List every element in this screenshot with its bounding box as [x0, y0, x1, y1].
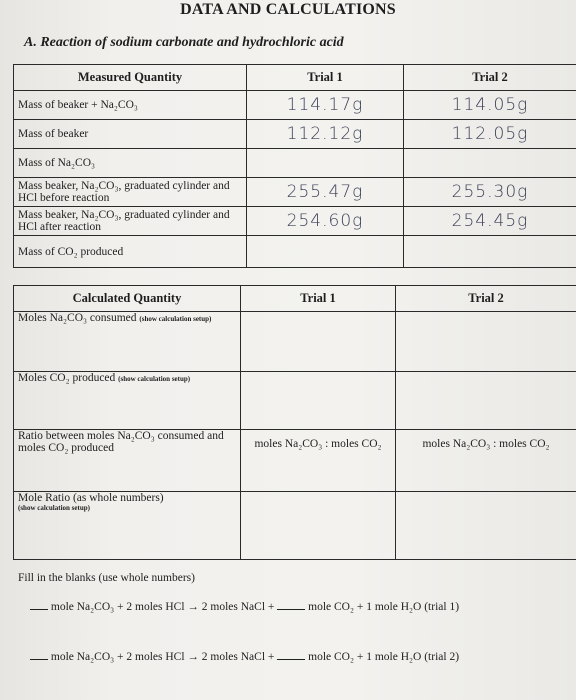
- table-header-row: [14, 286, 576, 312]
- trial2-ratio: moles Na₂CO₃ : moles CO₂: [396, 430, 576, 492]
- blank-co2-trial-1[interactable]: [277, 608, 305, 610]
- trial2-value: [404, 149, 576, 178]
- row-label-cell: [14, 312, 241, 372]
- row-label-cell: [14, 492, 241, 560]
- blank-na2co3-trial-1[interactable]: [30, 608, 48, 610]
- equation-trial-1: [30, 601, 459, 613]
- header-trial-2: Trial 2: [404, 65, 576, 91]
- row-label: Moles CO₂ produced: [18, 372, 116, 384]
- trial1-cell[interactable]: [241, 312, 396, 372]
- eq1-right: mole CO₂ + 1 mole H₂O (trial 1): [308, 601, 460, 613]
- row-label: Mass of beaker: [14, 120, 247, 149]
- header-calculated-quantity: Calculated Quantity: [14, 286, 241, 312]
- table-row: [14, 372, 576, 430]
- measured-quantity-table: [13, 64, 576, 268]
- trial1-cell[interactable]: [241, 492, 396, 560]
- table-row: [14, 207, 576, 236]
- trial1-value: [247, 236, 404, 268]
- table-row: [14, 149, 576, 178]
- trial2-cell[interactable]: [396, 492, 576, 560]
- row-label-cell: [14, 372, 241, 430]
- trial1-value: 254.60g: [247, 207, 404, 236]
- table-row: [14, 178, 576, 207]
- row-label-cell: [14, 430, 241, 492]
- eq1-left: mole Na₂CO₃ + 2 moles HCl → 2 moles NaCl +: [50, 601, 275, 613]
- trial2-cell[interactable]: [396, 312, 576, 372]
- header-trial-1: Trial 1: [247, 65, 404, 91]
- table-row: [14, 236, 576, 268]
- row-note: (show calculation setup): [118, 375, 191, 383]
- trial2-value: 112.05g: [404, 120, 576, 149]
- row-label: Mass of CO₂ produced: [14, 236, 247, 268]
- row-label: Mole Ratio (as whole numbers): [18, 492, 164, 504]
- trial1-value: 255.47g: [247, 178, 404, 207]
- page-title: DATA AND CALCULATIONS: [180, 1, 396, 18]
- trial1-value: 112.12g: [247, 120, 404, 149]
- trial2-value: 255.30g: [404, 178, 576, 207]
- blank-co2-trial-2[interactable]: [277, 658, 305, 660]
- header-trial-2: Trial 2: [396, 286, 576, 312]
- equation-trial-2: [30, 651, 459, 663]
- eq2-right: mole CO₂ + 1 mole H₂O (trial 2): [308, 651, 460, 663]
- row-label: Moles Na₂CO₃ consumed: [18, 312, 137, 324]
- header-measured-quantity: Measured Quantity: [14, 65, 247, 91]
- calculated-quantity-table: [13, 285, 576, 560]
- table-row: [14, 120, 576, 149]
- section-heading: A. Reaction of sodium carbonate and hydrochloric acid: [24, 35, 344, 50]
- trial2-value: 254.45g: [404, 207, 576, 236]
- row-note: (show calculation setup): [18, 504, 90, 512]
- trial2-value: [404, 236, 576, 268]
- row-label: Mass beaker, Na₂CO₃, graduated cylinder and HCl after reaction: [14, 207, 247, 236]
- row-label: Mass of Na₂CO₃: [14, 149, 247, 178]
- trial1-ratio: moles Na₂CO₃ : moles CO₂: [241, 430, 396, 492]
- row-label: Mass of beaker + Na₂CO₃: [14, 91, 247, 120]
- table-row: [14, 430, 576, 492]
- header-trial-1: Trial 1: [241, 286, 396, 312]
- table-row: [14, 492, 576, 560]
- trial1-cell[interactable]: [241, 372, 396, 430]
- fill-instruction: Fill in the blanks (use whole numbers): [18, 572, 195, 584]
- trial2-cell[interactable]: [396, 372, 576, 430]
- row-label: Ratio between moles Na₂CO₃ consumed and moles CO₂ produced: [18, 430, 224, 454]
- row-label: Mass beaker, Na₂CO₃, graduated cylinder and HCl before reaction: [14, 178, 247, 207]
- table-row: [14, 91, 576, 120]
- trial1-value: 114.17g: [247, 91, 404, 120]
- trial2-value: 114.05g: [404, 91, 576, 120]
- table-header-row: [14, 65, 576, 91]
- eq2-left: mole Na₂CO₃ + 2 moles HCl → 2 moles NaCl +: [50, 651, 275, 663]
- row-note: (show calculation setup): [139, 315, 212, 323]
- table-row: [14, 312, 576, 372]
- blank-na2co3-trial-2[interactable]: [30, 658, 48, 660]
- trial1-value: [247, 149, 404, 178]
